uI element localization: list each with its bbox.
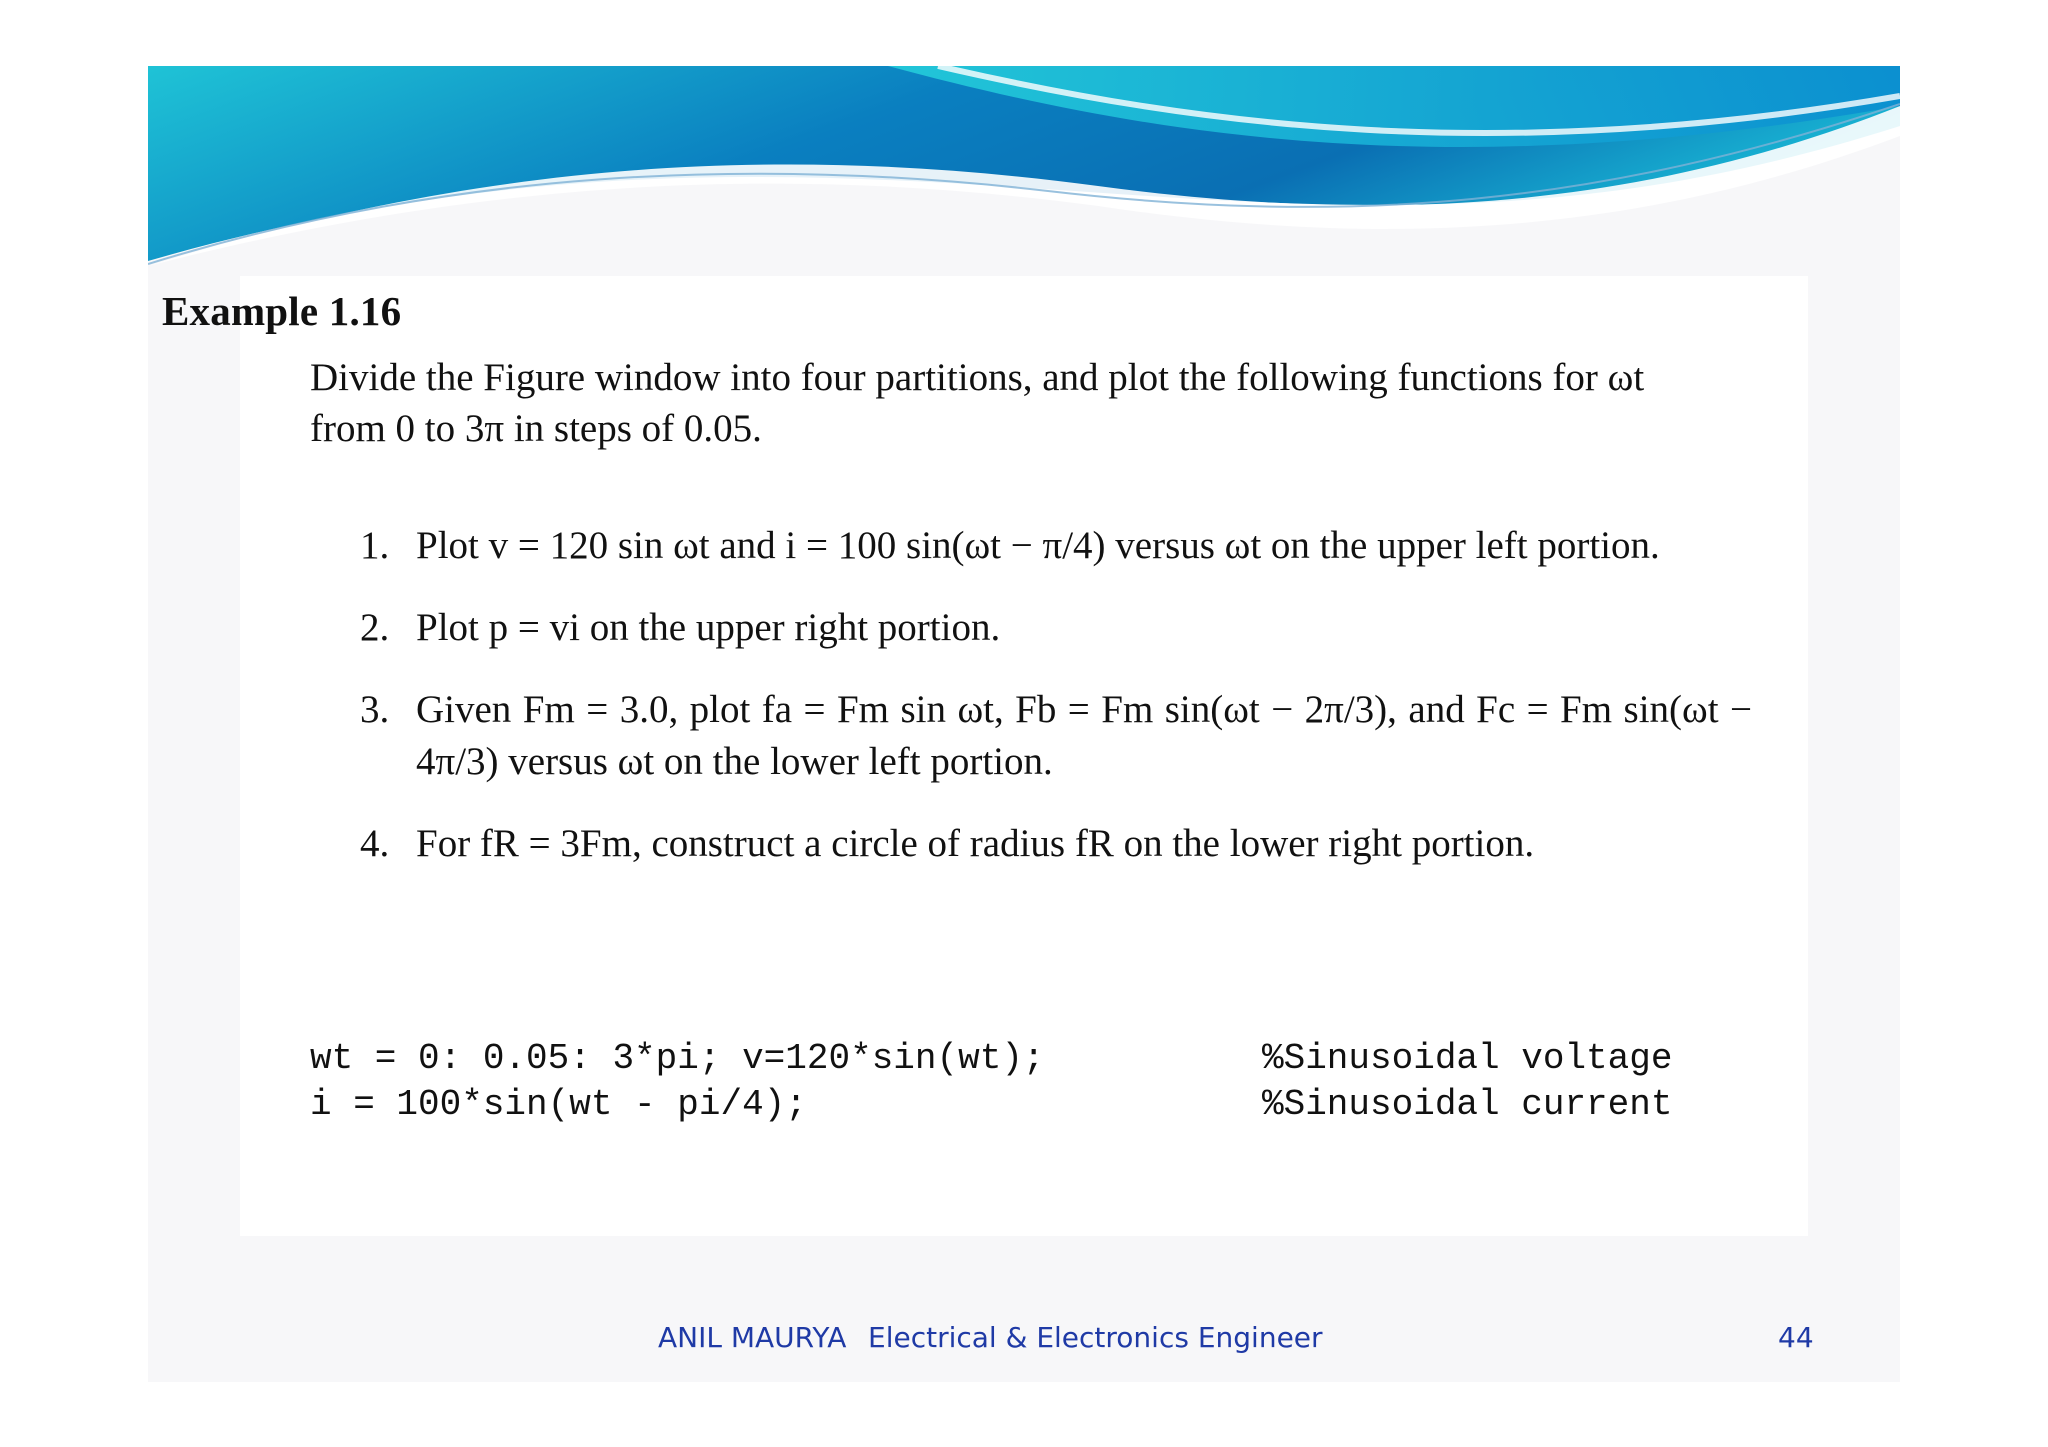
list-item — [362, 684, 1752, 788]
code-line-1: wt = 0: 0.05: 3*pi; v=120*sin(wt); — [310, 1038, 1045, 1079]
list-item-number: 4. — [360, 822, 390, 865]
list-item-number: 3. — [360, 688, 390, 731]
page-number: 44 — [1778, 1321, 1814, 1354]
intro-text — [310, 352, 1750, 454]
list-item-text: Plot v = 120 sin ωt and i = 100 sin(ωt − π/4) versus ωt on the upper left portion. — [416, 524, 1660, 567]
intro-line-1: Divide the Figure window into four partitions, and plot the following functions for ωt — [310, 356, 1645, 399]
list-item — [362, 520, 1752, 572]
footer-role: Electrical & Electronics Engineer — [868, 1321, 1323, 1354]
header-wave-banner — [148, 66, 1900, 266]
list-item — [362, 602, 1752, 654]
code-comment-1: %Sinusoidal voltage — [1262, 1038, 1673, 1079]
list-item-number: 2. — [360, 606, 390, 649]
code-line-2: i = 100*sin(wt - pi/4); — [310, 1084, 807, 1125]
list-item-text: For fR = 3Fm, construct a circle of radius fR on the lower right portion. — [416, 822, 1535, 865]
list-item-text: Plot p = vi on the upper right portion. — [416, 606, 1001, 649]
list-item-text: Given Fm = 3.0, plot fa = Fm sin ωt, Fb = Fm sin(ωt − 2π/3), and Fc = Fm sin(ωt − 4π/3) versus ωt on the lower left portion. — [416, 688, 1752, 783]
footer-author: ANIL MAURYA — [658, 1321, 847, 1354]
code-comment-2: %Sinusoidal current — [1262, 1084, 1673, 1125]
task-list — [362, 520, 1752, 900]
list-item — [362, 818, 1752, 870]
list-item-number: 1. — [360, 524, 390, 567]
intro-line-2: from 0 to 3π in steps of 0.05. — [310, 407, 762, 450]
example-title: Example 1.16 — [162, 288, 402, 334]
